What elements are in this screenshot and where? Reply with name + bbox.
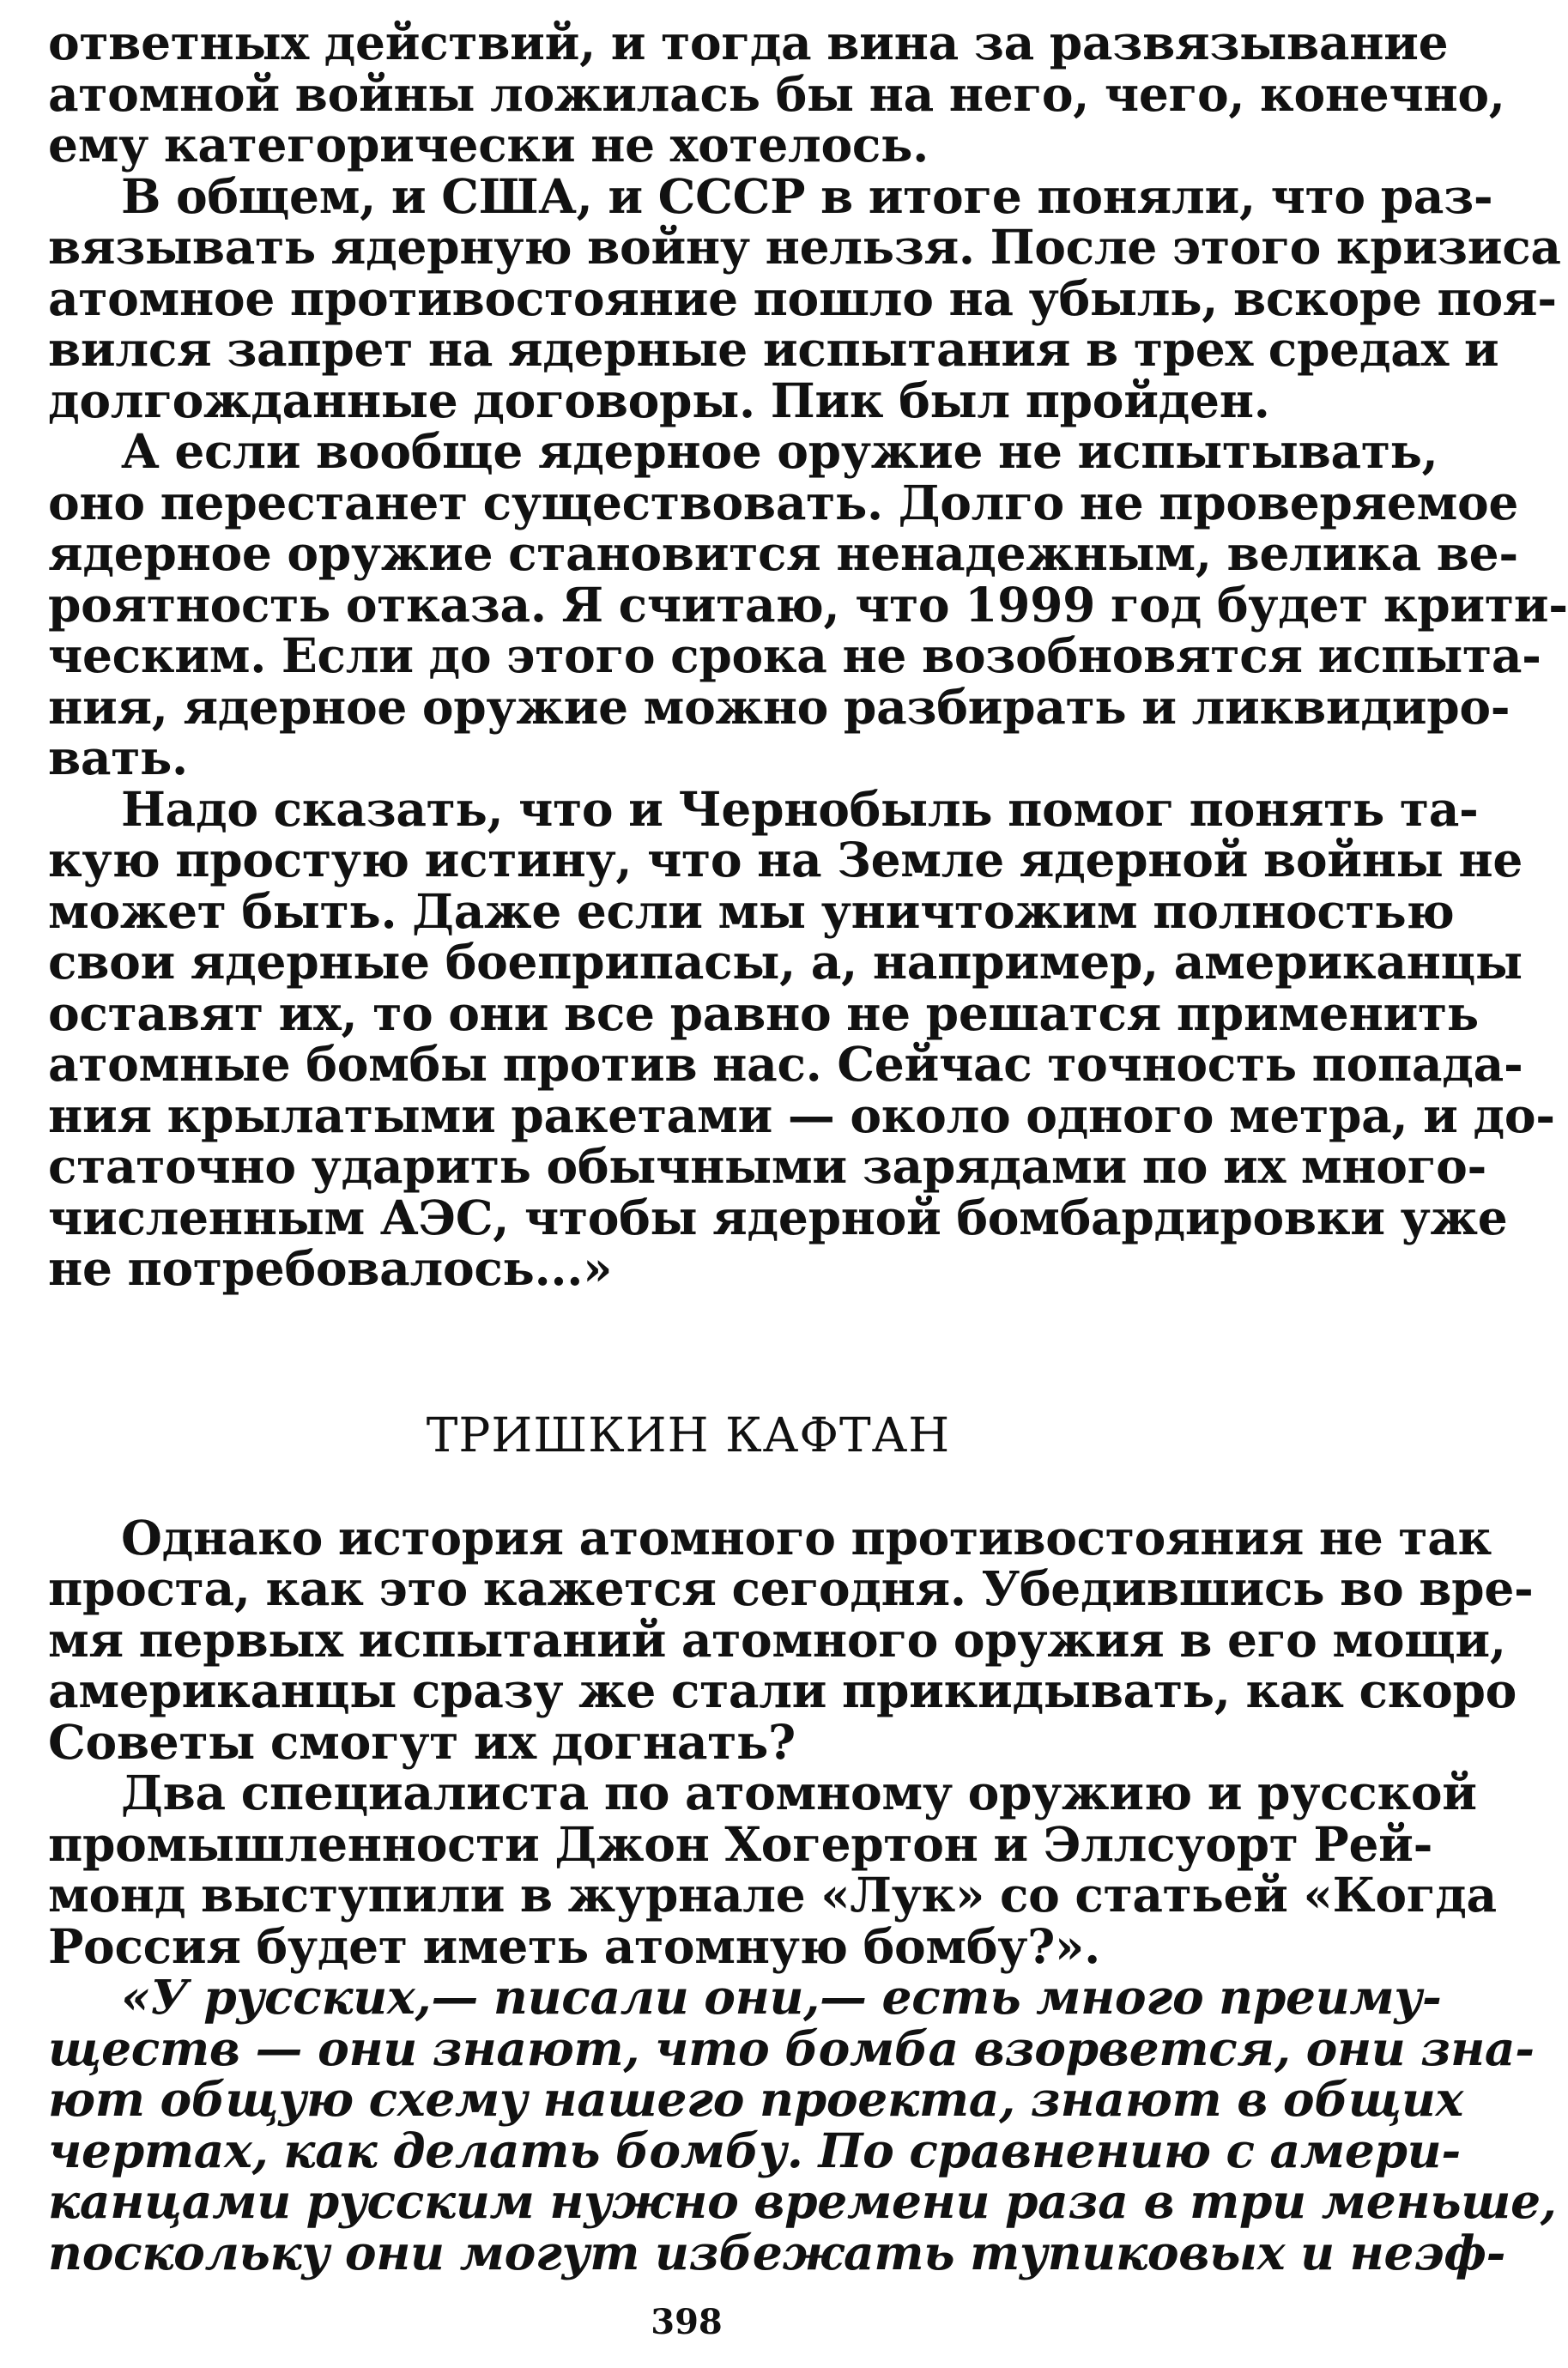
paragraph — [48, 1509, 1534, 1770]
paragraph — [48, 780, 1555, 1296]
paragraph — [48, 1969, 1557, 2280]
book-page — [48, 15, 1568, 2280]
text-line: оставят их, то они все равно не решатся применить — [48, 984, 1479, 1041]
text-line: численным АЭС, чтобы ядерной бомбардировки уже — [48, 1189, 1508, 1245]
text-line: статочно ударить обычными зарядами по их много- — [48, 1138, 1486, 1194]
text-line: кую простую истину, что на Земле ядерной войны не — [48, 832, 1523, 887]
text-line: не потребовалось...» — [48, 1240, 613, 1296]
text-line: роятность отказа. Я считаю, что 1999 год будет крити- — [48, 576, 1568, 633]
text-line: свои ядерные боеприпасы, а, например, американцы — [48, 934, 1523, 990]
text-line: Надо сказать, что и Чернобыль помог понять та- — [121, 780, 1479, 837]
paragraph — [48, 1765, 1497, 1974]
section-heading: ТРИШКИН КАФТАН — [426, 1407, 951, 1463]
text-line: атомные бомбы против нас. Сейчас точность попада- — [48, 1036, 1523, 1092]
text-line: монд выступили в журнале «Лук» со статьей «Когда — [48, 1867, 1497, 1923]
text-line: вился запрет на ядерные испытания в трех средах и — [48, 321, 1499, 377]
text-line: канцами русским нужно времени раза в три меньше, — [48, 2173, 1557, 2229]
text-line: ния, ядерное оружие можно разбирать и ликвидиро- — [48, 678, 1510, 735]
text-line: А если вообще ядерное оружие не испытывать, — [121, 423, 1438, 479]
text-line: долгожданные договоры. Пик был пройден. — [48, 372, 1270, 428]
text-line: оно перестанет существовать. Долго не проверяемое — [48, 474, 1519, 530]
text-line: чертах, как делать бомбу. По сравнению с амери- — [48, 2122, 1461, 2178]
text-line: ядерное оружие становится ненадежным, велика ве- — [48, 525, 1518, 581]
paragraph — [48, 15, 1505, 173]
text-line: вязывать ядерную войну нельзя. После этого кризиса — [48, 219, 1561, 275]
text-line: американцы сразу же стали прикидывать, как скоро — [48, 1662, 1517, 1718]
text-line: вать. — [48, 730, 188, 785]
body-text-top — [48, 15, 1568, 1296]
text-line: Однако история атомного противостояния не так — [121, 1509, 1492, 1566]
page-number: 398 — [651, 2302, 723, 2342]
text-line: поскольку они могут избежать тупиковых и неэф- — [48, 2224, 1506, 2280]
text-line: ческим. Если до этого срока не возобновятся испыта- — [48, 627, 1541, 683]
text-line: ответных действий, и тогда вина за развязывание — [48, 15, 1449, 70]
text-line: ния крылатыми ракетами — около одного метра, и до- — [48, 1087, 1555, 1143]
text-line: атомной войны ложилась бы на него, чего, конечно, — [48, 65, 1505, 122]
paragraph — [48, 167, 1561, 428]
text-line: может быть. Даже если мы уничтожим полностью — [48, 882, 1455, 939]
text-line: промышленности Джон Хогертон и Эллсуорт Рей- — [48, 1815, 1433, 1872]
text-line: Россия будет иметь атомную бомбу?». — [48, 1917, 1100, 1974]
text-line: Два специалиста по атомному оружию и русской — [121, 1765, 1477, 1820]
paragraph — [48, 423, 1568, 785]
text-line: ют общую схему нашего проекта, знают в общих — [48, 2071, 1464, 2127]
text-line: ему категорически не хотелось. — [48, 117, 929, 173]
text-line: Советы смогут их догнать? — [48, 1713, 796, 1770]
text-line: проста, как это кажется сегодня. Убедившись во вре- — [48, 1560, 1534, 1616]
text-line: ществ — они знают, что бомба взорвется, они зна- — [48, 2020, 1535, 2076]
body-text-bottom — [48, 1509, 1557, 2280]
text-line: В общем, и США, и СССР в итоге поняли, что раз- — [121, 167, 1493, 224]
text-line: «У русских,— писали они,— есть много преиму- — [121, 1969, 1442, 2025]
text-line: атомное противостояние пошло на убыль, вскоре поя- — [48, 270, 1557, 326]
text-line: мя первых испытаний атомного оружия в его мощи, — [48, 1611, 1506, 1668]
